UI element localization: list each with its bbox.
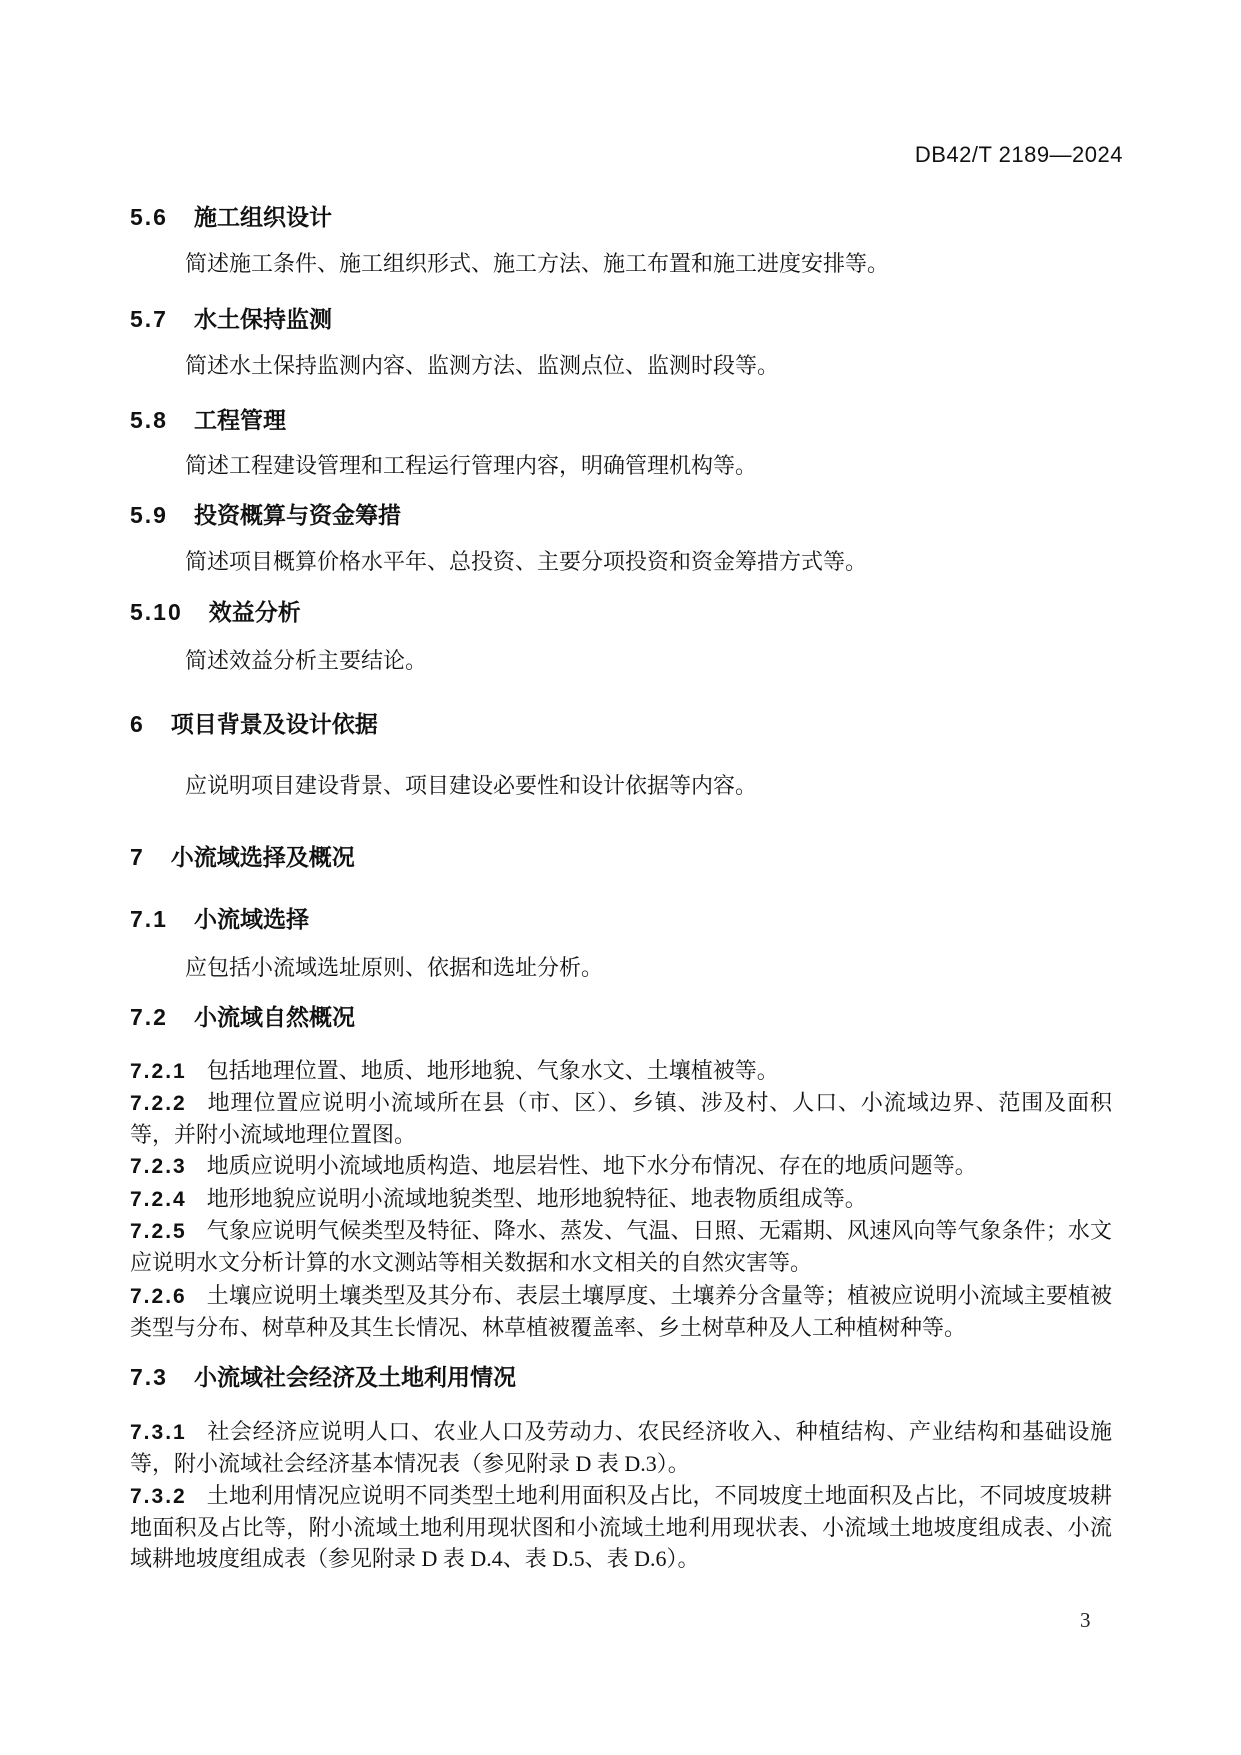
section-heading-5-7 (130, 305, 1112, 333)
document-code-header: DB42/T 2189—2024 (914, 142, 1123, 167)
clause-7-2-6 (130, 1280, 1112, 1343)
clause-number: 7.2.4 (130, 1188, 187, 1211)
section-title: 小流域自然概况 (193, 1004, 355, 1030)
paragraph: 应说明项目建设背景、项目建设必要性和设计依据等内容。 (185, 773, 758, 798)
clause-number: 7.3.2 (130, 1485, 187, 1508)
chapter-heading-6 (130, 710, 1112, 738)
page-number: 3 (1080, 1608, 1091, 1632)
section-heading-7-1 (130, 905, 1112, 933)
clause-number: 7.2.5 (130, 1220, 187, 1243)
section-number: 5.6 (130, 204, 168, 230)
clause-text: 气象应说明气候类型及特征、降水、蒸发、气温、日照、无霜期、风速风向等气象条件；水文应说明水文分析计算的水文测站等相关数据和水文相关的自然灾害等。 (130, 1218, 1112, 1275)
clause-text: 地理位置应说明小流域所在县（市、区）、乡镇、涉及村、人口、小流域边界、范围及面积等，并附小流域地理位置图。 (130, 1090, 1112, 1147)
section-heading-7-2 (130, 1003, 1112, 1031)
clause-text: 社会经济应说明人口、农业人口及劳动力、农民经济收入、种植结构、产业结构和基础设施等，附小流域社会经济基本情况表（参见附录 D 表 D.3）。 (130, 1419, 1112, 1476)
clause-7-2-2 (130, 1087, 1112, 1150)
section-number: 5.10 (130, 599, 183, 625)
section-number: 7.1 (130, 906, 168, 932)
chapter-title: 项目背景及设计依据 (170, 711, 378, 737)
chapter-heading-7 (130, 843, 1112, 871)
paragraph: 简述效益分析主要结论。 (185, 648, 428, 673)
section-number: 7.2 (130, 1004, 168, 1030)
chapter-number: 6 (130, 711, 145, 737)
paragraph: 简述施工条件、施工组织形式、施工方法、施工布置和施工进度安排等。 (185, 251, 890, 276)
clause-text: 地形地貌应说明小流域地貌类型、地形地貌特征、地表物质组成等。 (206, 1186, 867, 1211)
clause-7-2-1 (130, 1055, 1112, 1087)
section-title: 小流域社会经济及土地利用情况 (193, 1364, 516, 1390)
clause-number: 7.2.6 (130, 1285, 187, 1308)
clause-7-3-1 (130, 1416, 1112, 1479)
clause-7-3-2 (130, 1480, 1112, 1574)
section-number: 5.9 (130, 502, 168, 528)
section-title: 效益分析 (208, 599, 301, 625)
section-heading-5-10 (130, 598, 1112, 626)
paragraph: 简述水土保持监测内容、监测方法、监测点位、监测时段等。 (185, 353, 780, 378)
clause-text: 土壤应说明土壤类型及其分布、表层土壤厚度、土壤养分含量等；植被应说明小流域主要植被类型与分布、树草种及其生长情况、林草植被覆盖率、乡土树草种及人工种植树种等。 (130, 1283, 1112, 1340)
chapter-title: 小流域选择及概况 (170, 844, 355, 870)
clause-number: 7.2.2 (130, 1092, 187, 1115)
section-title: 投资概算与资金筹措 (193, 502, 401, 528)
paragraph: 简述工程建设管理和工程运行管理内容，明确管理机构等。 (185, 453, 758, 478)
clause-number: 7.2.3 (130, 1155, 187, 1178)
section-title: 小流域选择 (193, 906, 309, 932)
section-title: 施工组织设计 (193, 204, 332, 230)
clause-7-2-5 (130, 1215, 1112, 1278)
section-title: 工程管理 (193, 407, 286, 433)
section-heading-5-6 (130, 203, 1112, 231)
section-number: 7.3 (130, 1364, 168, 1390)
section-title: 水土保持监测 (193, 306, 332, 332)
paragraph: 简述项目概算价格水平年、总投资、主要分项投资和资金筹措方式等。 (185, 549, 868, 574)
clause-text: 土地利用情况应说明不同类型土地利用面积及占比，不同坡度土地面积及占比，不同坡度坡耕地面积及占比等，附小流域土地利用现状图和小流域土地利用现状表、小流域土地坡度组成表、小流域耕地坡度组成表（参见附录 D 表 D.4、表 D.5、表 D.6）。 (130, 1483, 1112, 1571)
clause-number: 7.3.1 (130, 1421, 187, 1444)
paragraph: 应包括小流域选址原则、依据和选址分析。 (185, 955, 604, 980)
section-heading-7-3 (130, 1363, 1112, 1391)
clause-text: 地质应说明小流域地质构造、地层岩性、地下水分布情况、存在的地质问题等。 (206, 1153, 977, 1178)
clause-7-2-4 (130, 1183, 1112, 1215)
clause-7-2-3 (130, 1150, 1112, 1182)
section-heading-5-8 (130, 406, 1112, 434)
section-number: 5.7 (130, 306, 168, 332)
section-number: 5.8 (130, 407, 168, 433)
chapter-number: 7 (130, 844, 145, 870)
clause-number: 7.2.1 (130, 1060, 187, 1083)
section-heading-5-9 (130, 501, 1112, 529)
clause-text: 包括地理位置、地质、地形地貌、气象水文、土壤植被等。 (206, 1058, 779, 1083)
